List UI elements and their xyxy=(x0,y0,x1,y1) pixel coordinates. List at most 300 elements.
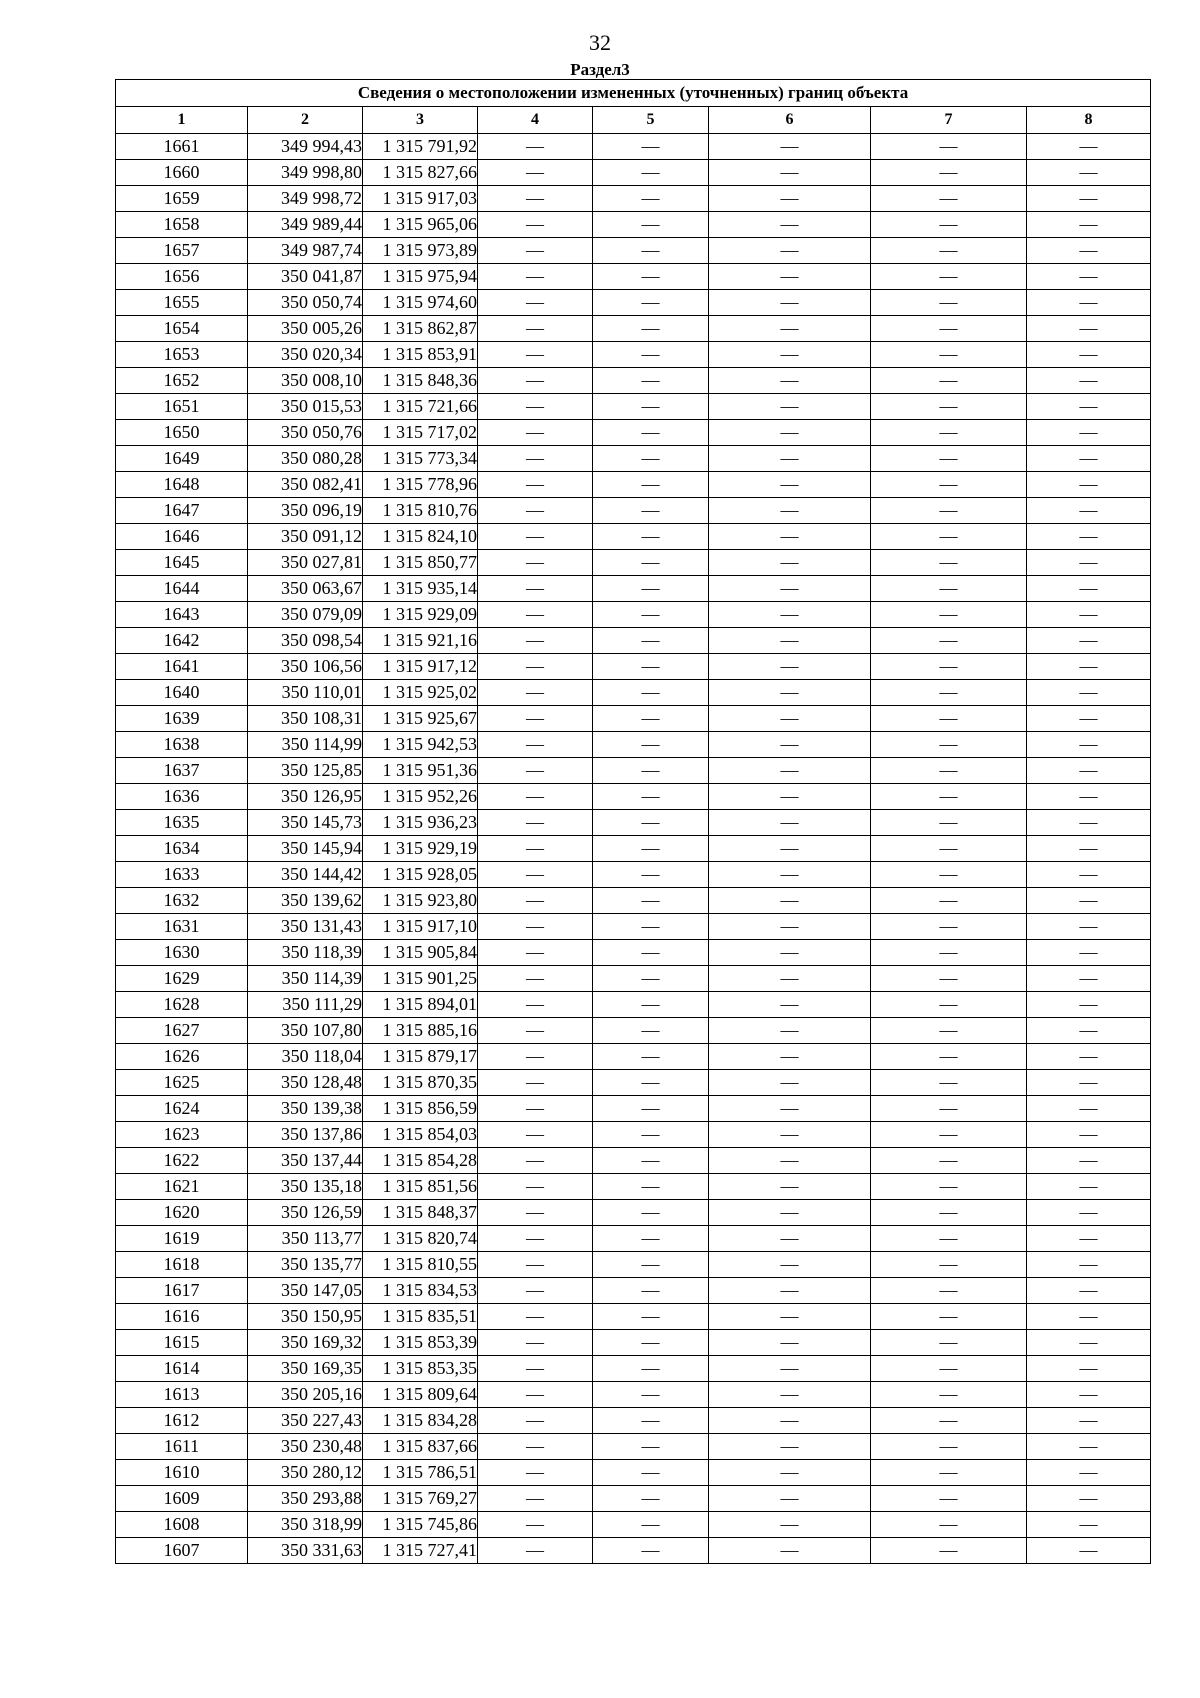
empty-dash-cell: — xyxy=(478,1122,593,1148)
x-coordinate-cell: 350 318,99 xyxy=(248,1512,363,1538)
table-row xyxy=(116,1460,1151,1486)
empty-dash-cell: — xyxy=(478,1226,593,1252)
x-coordinate-cell: 350 280,12 xyxy=(248,1460,363,1486)
point-number-cell: 1651 xyxy=(116,394,248,420)
x-coordinate-cell: 350 005,26 xyxy=(248,316,363,342)
empty-dash-cell: — xyxy=(593,1252,709,1278)
empty-dash-cell: — xyxy=(709,134,871,160)
empty-dash-cell: — xyxy=(478,680,593,706)
point-number-cell: 1634 xyxy=(116,836,248,862)
x-coordinate-cell: 350 082,41 xyxy=(248,472,363,498)
empty-dash-cell: — xyxy=(871,1382,1027,1408)
empty-dash-cell: — xyxy=(478,1304,593,1330)
empty-dash-cell: — xyxy=(871,290,1027,316)
point-number-cell: 1624 xyxy=(116,1096,248,1122)
y-coordinate-cell: 1 315 952,26 xyxy=(363,784,478,810)
empty-dash-cell: — xyxy=(478,1044,593,1070)
empty-dash-cell: — xyxy=(871,1330,1027,1356)
empty-dash-cell: — xyxy=(1027,1434,1151,1460)
empty-dash-cell: — xyxy=(871,1486,1027,1512)
empty-dash-cell: — xyxy=(593,134,709,160)
column-header: 8 xyxy=(1027,107,1151,134)
x-coordinate-cell: 350 008,10 xyxy=(248,368,363,394)
column-header: 7 xyxy=(871,107,1027,134)
y-coordinate-cell: 1 315 928,05 xyxy=(363,862,478,888)
empty-dash-cell: — xyxy=(1027,1278,1151,1304)
empty-dash-cell: — xyxy=(593,1278,709,1304)
empty-dash-cell: — xyxy=(871,1434,1027,1460)
empty-dash-cell: — xyxy=(478,654,593,680)
y-coordinate-cell: 1 315 879,17 xyxy=(363,1044,478,1070)
y-coordinate-cell: 1 315 917,03 xyxy=(363,186,478,212)
y-coordinate-cell: 1 315 853,39 xyxy=(363,1330,478,1356)
empty-dash-cell: — xyxy=(1027,1252,1151,1278)
empty-dash-cell: — xyxy=(871,1174,1027,1200)
x-coordinate-cell: 349 994,43 xyxy=(248,134,363,160)
empty-dash-cell: — xyxy=(478,1382,593,1408)
table-row xyxy=(116,1096,1151,1122)
table-row xyxy=(116,160,1151,186)
empty-dash-cell: — xyxy=(1027,654,1151,680)
y-coordinate-cell: 1 315 773,34 xyxy=(363,446,478,472)
empty-dash-cell: — xyxy=(1027,602,1151,628)
point-number-cell: 1609 xyxy=(116,1486,248,1512)
empty-dash-cell: — xyxy=(1027,238,1151,264)
empty-dash-cell: — xyxy=(1027,966,1151,992)
table-row xyxy=(116,810,1151,836)
empty-dash-cell: — xyxy=(478,1434,593,1460)
empty-dash-cell: — xyxy=(709,1408,871,1434)
empty-dash-cell: — xyxy=(478,1070,593,1096)
point-number-cell: 1647 xyxy=(116,498,248,524)
empty-dash-cell: — xyxy=(1027,342,1151,368)
empty-dash-cell: — xyxy=(709,1174,871,1200)
table-row xyxy=(116,862,1151,888)
y-coordinate-cell: 1 315 791,92 xyxy=(363,134,478,160)
page-number: 32 xyxy=(589,30,611,55)
empty-dash-cell: — xyxy=(478,836,593,862)
x-coordinate-cell: 350 147,05 xyxy=(248,1278,363,1304)
point-number-cell: 1649 xyxy=(116,446,248,472)
empty-dash-cell: — xyxy=(1027,1018,1151,1044)
y-coordinate-cell: 1 315 834,28 xyxy=(363,1408,478,1434)
empty-dash-cell: — xyxy=(478,732,593,758)
empty-dash-cell: — xyxy=(478,550,593,576)
empty-dash-cell: — xyxy=(709,1226,871,1252)
x-coordinate-cell: 350 041,87 xyxy=(248,264,363,290)
x-coordinate-cell: 350 125,85 xyxy=(248,758,363,784)
table-row xyxy=(116,654,1151,680)
point-number-cell: 1625 xyxy=(116,1070,248,1096)
empty-dash-cell: — xyxy=(871,706,1027,732)
empty-dash-cell: — xyxy=(593,1096,709,1122)
empty-dash-cell: — xyxy=(478,394,593,420)
empty-dash-cell: — xyxy=(593,1174,709,1200)
empty-dash-cell: — xyxy=(709,1278,871,1304)
table-row xyxy=(116,706,1151,732)
empty-dash-cell: — xyxy=(871,1304,1027,1330)
y-coordinate-cell: 1 315 824,10 xyxy=(363,524,478,550)
table-row xyxy=(116,1018,1151,1044)
empty-dash-cell: — xyxy=(593,472,709,498)
empty-dash-cell: — xyxy=(871,160,1027,186)
y-coordinate-cell: 1 315 975,94 xyxy=(363,264,478,290)
empty-dash-cell: — xyxy=(709,160,871,186)
point-number-cell: 1640 xyxy=(116,680,248,706)
table-row xyxy=(116,732,1151,758)
empty-dash-cell: — xyxy=(1027,680,1151,706)
empty-dash-cell: — xyxy=(593,1304,709,1330)
empty-dash-cell: — xyxy=(593,550,709,576)
empty-dash-cell: — xyxy=(871,316,1027,342)
empty-dash-cell: — xyxy=(871,1200,1027,1226)
y-coordinate-cell: 1 315 835,51 xyxy=(363,1304,478,1330)
empty-dash-cell: — xyxy=(709,1434,871,1460)
empty-dash-cell: — xyxy=(1027,1200,1151,1226)
empty-dash-cell: — xyxy=(709,1200,871,1226)
point-number-cell: 1648 xyxy=(116,472,248,498)
point-number-cell: 1631 xyxy=(116,914,248,940)
empty-dash-cell: — xyxy=(709,706,871,732)
empty-dash-cell: — xyxy=(871,836,1027,862)
empty-dash-cell: — xyxy=(478,784,593,810)
point-number-cell: 1610 xyxy=(116,1460,248,1486)
point-number-cell: 1611 xyxy=(116,1434,248,1460)
empty-dash-cell: — xyxy=(871,1148,1027,1174)
point-number-cell: 1614 xyxy=(116,1356,248,1382)
empty-dash-cell: — xyxy=(709,212,871,238)
empty-dash-cell: — xyxy=(593,1044,709,1070)
empty-dash-cell: — xyxy=(871,992,1027,1018)
empty-dash-cell: — xyxy=(709,394,871,420)
empty-dash-cell: — xyxy=(871,524,1027,550)
empty-dash-cell: — xyxy=(1027,420,1151,446)
x-coordinate-cell: 350 107,80 xyxy=(248,1018,363,1044)
empty-dash-cell: — xyxy=(593,1070,709,1096)
y-coordinate-cell: 1 315 951,36 xyxy=(363,758,478,784)
x-coordinate-cell: 350 230,48 xyxy=(248,1434,363,1460)
empty-dash-cell: — xyxy=(593,1486,709,1512)
table-row xyxy=(116,472,1151,498)
empty-dash-cell: — xyxy=(478,1486,593,1512)
empty-dash-cell: — xyxy=(871,602,1027,628)
point-number-cell: 1617 xyxy=(116,1278,248,1304)
table-row xyxy=(116,1512,1151,1538)
x-coordinate-cell: 350 091,12 xyxy=(248,524,363,550)
x-coordinate-cell: 349 998,72 xyxy=(248,186,363,212)
empty-dash-cell: — xyxy=(1027,1486,1151,1512)
x-coordinate-cell: 350 098,54 xyxy=(248,628,363,654)
empty-dash-cell: — xyxy=(593,394,709,420)
empty-dash-cell: — xyxy=(1027,212,1151,238)
empty-dash-cell: — xyxy=(593,1018,709,1044)
empty-dash-cell: — xyxy=(593,238,709,264)
x-coordinate-cell: 350 145,94 xyxy=(248,836,363,862)
empty-dash-cell: — xyxy=(593,1200,709,1226)
empty-dash-cell: — xyxy=(478,1096,593,1122)
x-coordinate-cell: 350 139,38 xyxy=(248,1096,363,1122)
empty-dash-cell: — xyxy=(593,160,709,186)
table-row xyxy=(116,238,1151,264)
empty-dash-cell: — xyxy=(709,498,871,524)
empty-dash-cell: — xyxy=(478,264,593,290)
empty-dash-cell: — xyxy=(709,1304,871,1330)
x-coordinate-cell: 350 110,01 xyxy=(248,680,363,706)
table-row xyxy=(116,212,1151,238)
empty-dash-cell: — xyxy=(478,1356,593,1382)
coordinates-table xyxy=(115,79,1151,1564)
empty-dash-cell: — xyxy=(1027,1044,1151,1070)
empty-dash-cell: — xyxy=(478,888,593,914)
table-row xyxy=(116,1486,1151,1512)
empty-dash-cell: — xyxy=(478,810,593,836)
empty-dash-cell: — xyxy=(1027,498,1151,524)
empty-dash-cell: — xyxy=(709,290,871,316)
column-header: 6 xyxy=(709,107,871,134)
empty-dash-cell: — xyxy=(709,940,871,966)
point-number-cell: 1657 xyxy=(116,238,248,264)
empty-dash-cell: — xyxy=(478,1252,593,1278)
x-coordinate-cell: 350 114,99 xyxy=(248,732,363,758)
empty-dash-cell: — xyxy=(478,368,593,394)
table-row xyxy=(116,316,1151,342)
empty-dash-cell: — xyxy=(1027,1096,1151,1122)
empty-dash-cell: — xyxy=(709,1330,871,1356)
empty-dash-cell: — xyxy=(593,628,709,654)
point-number-cell: 1658 xyxy=(116,212,248,238)
empty-dash-cell: — xyxy=(478,706,593,732)
table-row xyxy=(116,836,1151,862)
empty-dash-cell: — xyxy=(1027,1460,1151,1486)
point-number-cell: 1623 xyxy=(116,1122,248,1148)
empty-dash-cell: — xyxy=(871,758,1027,784)
empty-dash-cell: — xyxy=(593,836,709,862)
x-coordinate-cell: 350 227,43 xyxy=(248,1408,363,1434)
empty-dash-cell: — xyxy=(1027,1070,1151,1096)
empty-dash-cell: — xyxy=(593,1460,709,1486)
point-number-cell: 1636 xyxy=(116,784,248,810)
point-number-cell: 1650 xyxy=(116,420,248,446)
y-coordinate-cell: 1 315 837,66 xyxy=(363,1434,478,1460)
point-number-cell: 1646 xyxy=(116,524,248,550)
empty-dash-cell: — xyxy=(593,186,709,212)
point-number-cell: 1645 xyxy=(116,550,248,576)
empty-dash-cell: — xyxy=(1027,576,1151,602)
empty-dash-cell: — xyxy=(1027,1304,1151,1330)
table-row xyxy=(116,1278,1151,1304)
x-coordinate-cell: 350 135,77 xyxy=(248,1252,363,1278)
empty-dash-cell: — xyxy=(709,1044,871,1070)
empty-dash-cell: — xyxy=(871,472,1027,498)
table-row xyxy=(116,1226,1151,1252)
empty-dash-cell: — xyxy=(593,1408,709,1434)
x-coordinate-cell: 350 137,86 xyxy=(248,1122,363,1148)
empty-dash-cell: — xyxy=(1027,732,1151,758)
empty-dash-cell: — xyxy=(593,1512,709,1538)
empty-dash-cell: — xyxy=(593,940,709,966)
empty-dash-cell: — xyxy=(871,680,1027,706)
x-coordinate-cell: 350 150,95 xyxy=(248,1304,363,1330)
empty-dash-cell: — xyxy=(709,1382,871,1408)
empty-dash-cell: — xyxy=(1027,134,1151,160)
y-coordinate-cell: 1 315 929,09 xyxy=(363,602,478,628)
empty-dash-cell: — xyxy=(1027,1226,1151,1252)
table-row xyxy=(116,1382,1151,1408)
empty-dash-cell: — xyxy=(478,862,593,888)
empty-dash-cell: — xyxy=(1027,316,1151,342)
x-coordinate-cell: 350 027,81 xyxy=(248,550,363,576)
empty-dash-cell: — xyxy=(709,316,871,342)
empty-dash-cell: — xyxy=(593,316,709,342)
empty-dash-cell: — xyxy=(593,680,709,706)
y-coordinate-cell: 1 315 921,16 xyxy=(363,628,478,654)
empty-dash-cell: — xyxy=(709,1486,871,1512)
empty-dash-cell: — xyxy=(593,1356,709,1382)
y-coordinate-cell: 1 315 942,53 xyxy=(363,732,478,758)
point-number-cell: 1613 xyxy=(116,1382,248,1408)
y-coordinate-cell: 1 315 810,55 xyxy=(363,1252,478,1278)
empty-dash-cell: — xyxy=(709,238,871,264)
x-coordinate-cell: 350 128,48 xyxy=(248,1070,363,1096)
empty-dash-cell: — xyxy=(871,498,1027,524)
empty-dash-cell: — xyxy=(593,420,709,446)
empty-dash-cell: — xyxy=(478,1148,593,1174)
table-row xyxy=(116,680,1151,706)
point-number-cell: 1639 xyxy=(116,706,248,732)
empty-dash-cell: — xyxy=(593,862,709,888)
y-coordinate-cell: 1 315 769,27 xyxy=(363,1486,478,1512)
empty-dash-cell: — xyxy=(709,654,871,680)
empty-dash-cell: — xyxy=(871,576,1027,602)
empty-dash-cell: — xyxy=(709,1148,871,1174)
table-row xyxy=(116,628,1151,654)
empty-dash-cell: — xyxy=(871,784,1027,810)
empty-dash-cell: — xyxy=(593,732,709,758)
y-coordinate-cell: 1 315 850,77 xyxy=(363,550,478,576)
empty-dash-cell: — xyxy=(1027,368,1151,394)
empty-dash-cell: — xyxy=(1027,1408,1151,1434)
empty-dash-cell: — xyxy=(593,1226,709,1252)
y-coordinate-cell: 1 315 786,51 xyxy=(363,1460,478,1486)
y-coordinate-cell: 1 315 870,35 xyxy=(363,1070,478,1096)
table-row xyxy=(116,290,1151,316)
point-number-cell: 1616 xyxy=(116,1304,248,1330)
table-caption-row xyxy=(116,80,1151,107)
section-title: Раздел3 xyxy=(570,60,630,79)
point-number-cell: 1633 xyxy=(116,862,248,888)
empty-dash-cell: — xyxy=(1027,888,1151,914)
empty-dash-cell: — xyxy=(1027,1122,1151,1148)
table-row xyxy=(116,1330,1151,1356)
empty-dash-cell: — xyxy=(478,420,593,446)
empty-dash-cell: — xyxy=(709,1070,871,1096)
point-number-cell: 1661 xyxy=(116,134,248,160)
empty-dash-cell: — xyxy=(709,1252,871,1278)
table-row xyxy=(116,1252,1151,1278)
y-coordinate-cell: 1 315 923,80 xyxy=(363,888,478,914)
empty-dash-cell: — xyxy=(871,1044,1027,1070)
empty-dash-cell: — xyxy=(709,342,871,368)
x-coordinate-cell: 350 126,95 xyxy=(248,784,363,810)
empty-dash-cell: — xyxy=(709,1460,871,1486)
empty-dash-cell: — xyxy=(871,1096,1027,1122)
x-coordinate-cell: 350 126,59 xyxy=(248,1200,363,1226)
empty-dash-cell: — xyxy=(593,524,709,550)
point-number-cell: 1612 xyxy=(116,1408,248,1434)
empty-dash-cell: — xyxy=(1027,264,1151,290)
empty-dash-cell: — xyxy=(478,160,593,186)
empty-dash-cell: — xyxy=(871,1070,1027,1096)
x-coordinate-cell: 350 080,28 xyxy=(248,446,363,472)
x-coordinate-cell: 350 205,16 xyxy=(248,1382,363,1408)
empty-dash-cell: — xyxy=(1027,758,1151,784)
empty-dash-cell: — xyxy=(593,810,709,836)
table-row xyxy=(116,446,1151,472)
y-coordinate-cell: 1 315 862,87 xyxy=(363,316,478,342)
empty-dash-cell: — xyxy=(871,654,1027,680)
empty-dash-cell: — xyxy=(478,628,593,654)
empty-dash-cell: — xyxy=(593,1382,709,1408)
point-number-cell: 1626 xyxy=(116,1044,248,1070)
y-coordinate-cell: 1 315 917,12 xyxy=(363,654,478,680)
empty-dash-cell: — xyxy=(478,1330,593,1356)
empty-dash-cell: — xyxy=(709,914,871,940)
y-coordinate-cell: 1 315 854,28 xyxy=(363,1148,478,1174)
y-coordinate-cell: 1 315 856,59 xyxy=(363,1096,478,1122)
x-coordinate-cell: 350 111,29 xyxy=(248,992,363,1018)
y-coordinate-cell: 1 315 965,06 xyxy=(363,212,478,238)
empty-dash-cell: — xyxy=(1027,290,1151,316)
empty-dash-cell: — xyxy=(871,1538,1027,1564)
empty-dash-cell: — xyxy=(593,602,709,628)
empty-dash-cell: — xyxy=(478,602,593,628)
x-coordinate-cell: 350 096,19 xyxy=(248,498,363,524)
empty-dash-cell: — xyxy=(478,186,593,212)
empty-dash-cell: — xyxy=(871,862,1027,888)
y-coordinate-cell: 1 315 853,91 xyxy=(363,342,478,368)
point-number-cell: 1618 xyxy=(116,1252,248,1278)
table-row xyxy=(116,186,1151,212)
point-number-cell: 1628 xyxy=(116,992,248,1018)
x-coordinate-cell: 350 114,39 xyxy=(248,966,363,992)
y-coordinate-cell: 1 315 853,35 xyxy=(363,1356,478,1382)
empty-dash-cell: — xyxy=(709,862,871,888)
table-row xyxy=(116,1122,1151,1148)
empty-dash-cell: — xyxy=(478,446,593,472)
point-number-cell: 1620 xyxy=(116,1200,248,1226)
empty-dash-cell: — xyxy=(709,264,871,290)
x-coordinate-cell: 350 139,62 xyxy=(248,888,363,914)
empty-dash-cell: — xyxy=(593,888,709,914)
y-coordinate-cell: 1 315 851,56 xyxy=(363,1174,478,1200)
point-number-cell: 1630 xyxy=(116,940,248,966)
empty-dash-cell: — xyxy=(1027,810,1151,836)
empty-dash-cell: — xyxy=(709,1122,871,1148)
empty-dash-cell: — xyxy=(593,1122,709,1148)
y-coordinate-cell: 1 315 925,67 xyxy=(363,706,478,732)
empty-dash-cell: — xyxy=(1027,784,1151,810)
empty-dash-cell: — xyxy=(871,238,1027,264)
point-number-cell: 1608 xyxy=(116,1512,248,1538)
empty-dash-cell: — xyxy=(478,238,593,264)
x-coordinate-cell: 350 331,63 xyxy=(248,1538,363,1564)
empty-dash-cell: — xyxy=(593,1538,709,1564)
empty-dash-cell: — xyxy=(871,940,1027,966)
empty-dash-cell: — xyxy=(709,758,871,784)
x-coordinate-cell: 350 050,76 xyxy=(248,420,363,446)
empty-dash-cell: — xyxy=(871,186,1027,212)
x-coordinate-cell: 350 063,67 xyxy=(248,576,363,602)
